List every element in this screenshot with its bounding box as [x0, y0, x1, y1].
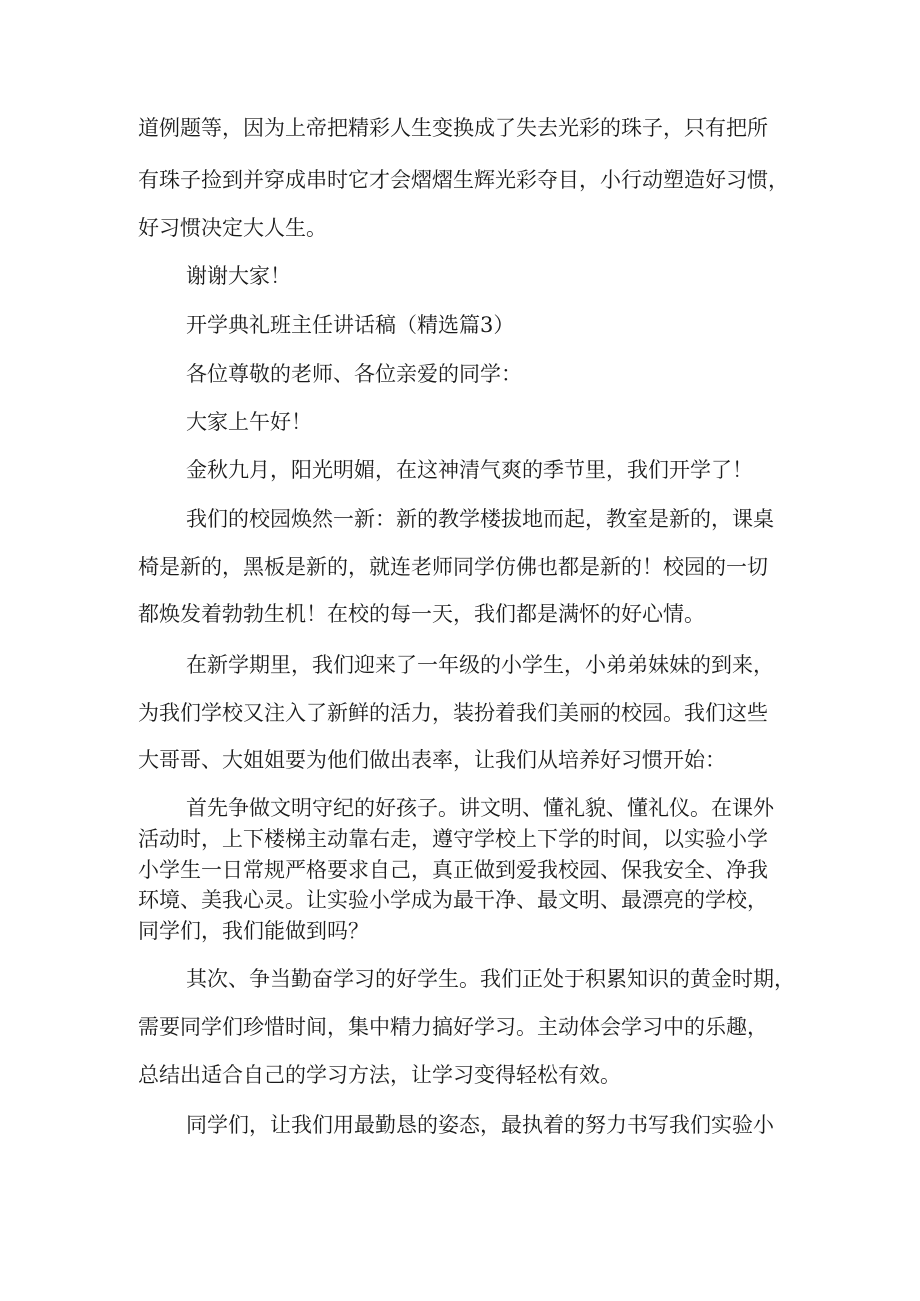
text-line-14: 大哥哥、大姐姐要为他们做出表率，让我们从培养好习惯开始：	[138, 748, 726, 772]
text-line-19: 同学们，我们能做到吗？	[138, 919, 369, 943]
text-line-3: 好习惯决定大人生。	[138, 216, 327, 240]
text-line-2: 有珠子捡到并穿成串时它才会熠熠生辉光彩夺目，小行动塑造好习惯，	[138, 168, 789, 192]
text-line-6: 各位尊敬的老师、各位亲爱的同学：	[186, 362, 522, 386]
text-line-21: 需要同学们珍惜时间，集中精力搞好学习。主动体会学习中的乐趣，	[138, 1015, 768, 1039]
text-line-11: 都焕发着勃勃生机！在校的每一天，我们都是满怀的好心情。	[138, 602, 705, 626]
text-line-13: 为我们学校又注入了新鲜的活力，装扮着我们美丽的校园。我们这些	[138, 701, 768, 725]
text-line-8: 金秋九月，阳光明媚，在这神清气爽的季节里，我们开学了！	[186, 458, 753, 482]
text-line-18: 环境、美我心灵。让实验小学成为最干净、最文明、最漂亮的学校，	[138, 888, 768, 912]
text-line-10: 椅是新的，黑板是新的，就连老师同学仿佛也都是新的！校园的一切	[138, 555, 768, 579]
text-line-16: 活动时，上下楼梯主动靠右走，遵守学校上下学的时间，以实验小学	[138, 827, 768, 851]
text-line-22: 总结出适合自己的学习方法，让学习变得轻松有效。	[138, 1063, 621, 1087]
text-line-1: 道例题等，因为上帝把精彩人生变换成了失去光彩的珠子，只有把所	[138, 116, 768, 140]
text-line-23: 同学们，让我们用最勤恳的姿态，最执着的努力书写我们实验小	[186, 1113, 774, 1137]
text-line-4: 谢谢大家！	[186, 264, 291, 288]
text-line-7: 大家上午好！	[186, 410, 312, 434]
section-title: 开学典礼班主任讲话稿（精选篇3）	[186, 313, 515, 337]
text-line-17: 小学生一日常规严格要求自己，真正做到爱我校园、保我安全、净我	[138, 858, 768, 882]
text-line-9: 我们的校园焕然一新：新的教学楼拔地而起，教室是新的，课桌	[186, 507, 774, 531]
text-line-12: 在新学期里，我们迎来了一年级的小学生，小弟弟妹妹的到来，	[186, 653, 774, 677]
text-line-15: 首先争做文明守纪的好孩子。讲文明、懂礼貌、懂礼仪。在课外	[186, 796, 774, 820]
text-line-20: 其次、争当勤奋学习的好学生。我们正处于积累知识的黄金时期，	[186, 967, 795, 991]
